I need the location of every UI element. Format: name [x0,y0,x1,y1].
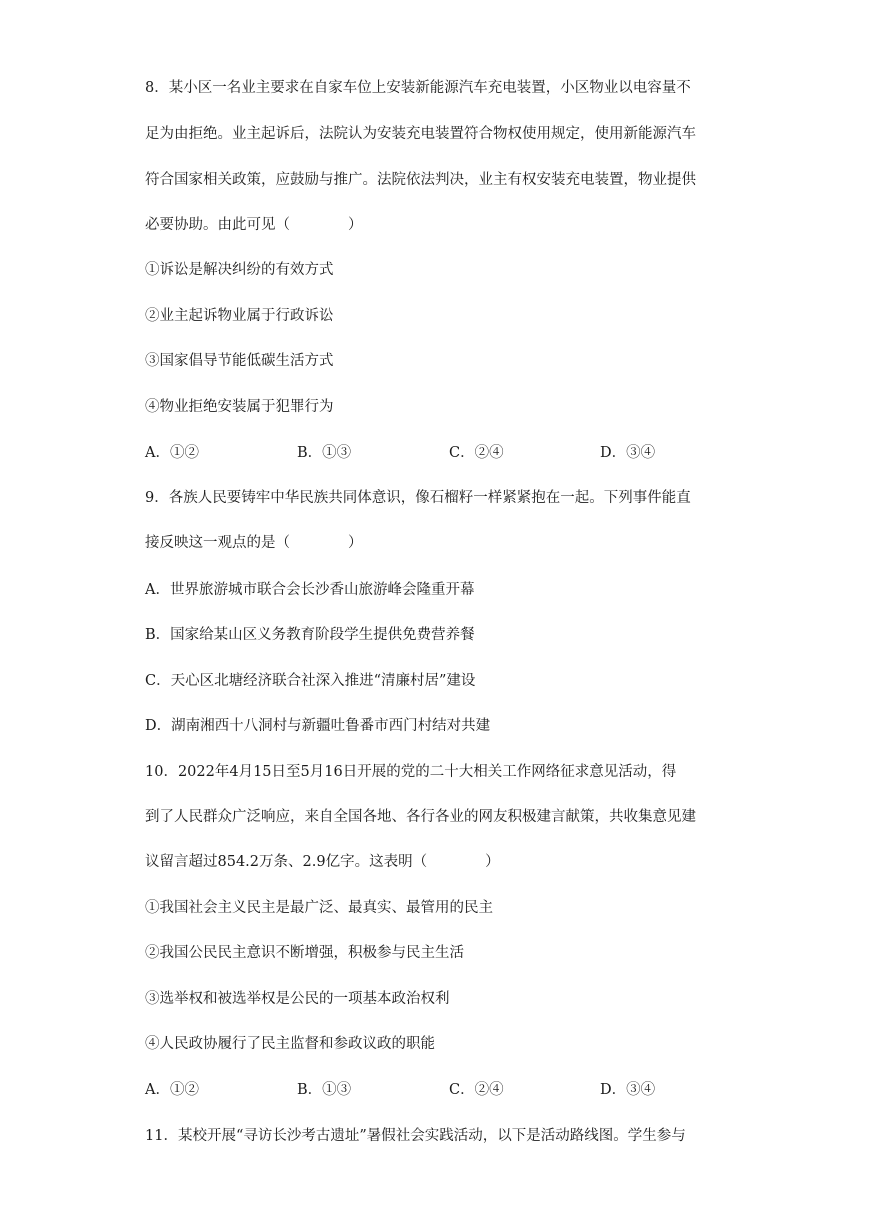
q9-option-c: C．天心区北塘经济联合社深入推进“清廉村居”建设 [145,673,476,689]
q10-statement-3: ③选举权和被选举权是公民的一项基本政治权利 [145,991,450,1007]
q9-stem-line-1: 9．各族人民要铸牢中华民族共同体意识，像石榴籽一样紧紧抱在一起。下列事件能直 [145,490,691,506]
q10-stem-line-2: 到了人民群众广泛响应，来自全国各地、各行各业的网友积极建言献策，共收集意见建 [145,809,696,825]
q10-choice-b: B．①③ [297,1082,352,1098]
q8-choice-c: C．②④ [449,445,504,461]
q8-statement-3: ③国家倡导节能低碳生活方式 [145,353,334,369]
q8-stem-line-1: 8．某小区一名业主要求在自家车位上安装新能源汽车充电装置，小区物业以电容量不 [145,80,691,96]
q10-stem-line-3: 议留言超过854.2万条、2.9亿字。这表明（ ） [145,854,500,870]
q10-statement-4: ④人民政协履行了民主监督和参政议政的职能 [145,1036,435,1052]
q9-option-d: D．湖南湘西十八洞村与新疆吐鲁番市西门村结对共建 [145,718,491,734]
q10-choice-a: A．①② [145,1082,199,1098]
q8-statement-2: ②业主起诉物业属于行政诉讼 [145,308,334,324]
q9-option-b: B．国家给某山区义务教育阶段学生提供免费营养餐 [145,627,475,643]
q11-stem-line-1: 11．某校开展“寻访长沙考古遗址”暑假社会实践活动，以下是活动路线图。学生参与 [145,1128,686,1144]
q9-option-a: A．世界旅游城市联合会长沙香山旅游峰会隆重开幕 [145,582,475,598]
q8-statement-4: ④物业拒绝安装属于犯罪行为 [145,399,334,415]
q8-choice-b: B．①③ [297,445,352,461]
q8-choice-a: A．①② [145,445,199,461]
q8-stem-line-3: 符合国家相关政策，应鼓励与推广。法院依法判决，业主有权安装充电装置，物业提供 [145,172,696,188]
q10-choice-d: D．③④ [600,1082,656,1098]
q8-statement-1: ①诉讼是解决纠纷的有效方式 [145,262,334,278]
q10-stem-line-1: 10．2022年4月15日至5月16日开展的党的二十大相关工作网络征求意见活动，得 [145,764,677,780]
q10-statement-1: ①我国社会主义民主是最广泛、最真实、最管用的民主 [145,900,493,916]
q8-choice-d: D．③④ [600,445,656,461]
q10-statement-2: ②我国公民民主意识不断增强，积极参与民主生活 [145,945,464,961]
q10-choice-c: C．②④ [449,1082,504,1098]
q8-stem-line-2: 足为由拒绝。业主起诉后，法院认为安装充电装置符合物权使用规定，使用新能源汽车 [145,126,696,142]
q9-stem-line-2: 接反映这一观点的是（ ） [145,535,363,551]
q8-stem-line-4: 必要协助。由此可见（ ） [145,217,363,233]
